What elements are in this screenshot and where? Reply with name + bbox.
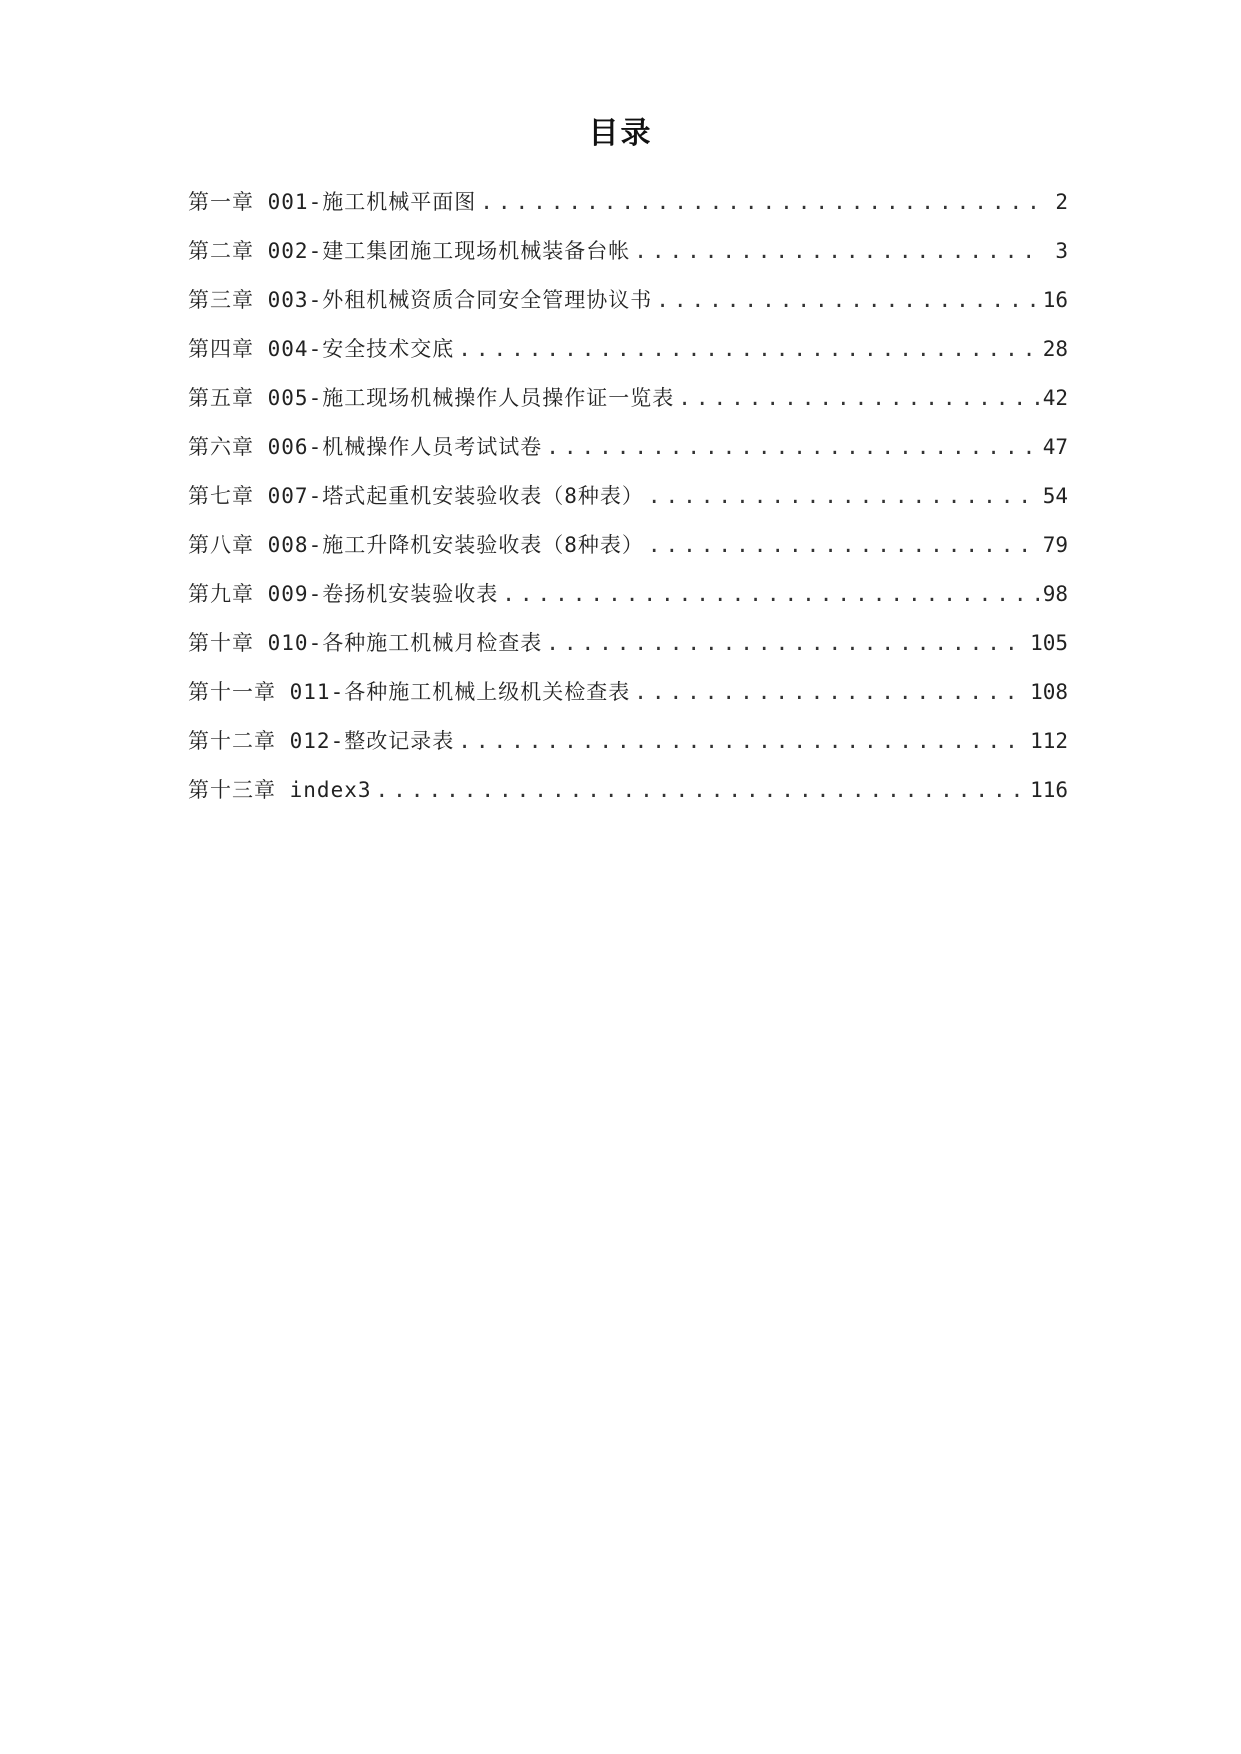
toc-entry-page: 28 — [1042, 337, 1068, 361]
toc-entry-label: 第三章 003-外租机械资质合同安全管理协议书 — [188, 288, 653, 312]
toc-entry-page: 54 — [1042, 484, 1068, 508]
toc-entry-label: 第一章 001-施工机械平面图 — [188, 190, 477, 214]
toc-dot-leader — [376, 775, 1027, 805]
toc-title: 目录 — [588, 116, 653, 151]
toc-entry-page: 42 — [1042, 386, 1068, 410]
toc-dot-leader — [678, 383, 1038, 413]
toc-dot-leader — [458, 334, 1038, 364]
toc-dot-leader — [502, 579, 1038, 609]
toc-dot-leader — [648, 530, 1039, 560]
toc-entry[interactable] — [188, 707, 1068, 756]
toc-entry[interactable] — [188, 609, 1068, 658]
toc-dot-leader — [648, 481, 1039, 511]
toc-entry-label: 第八章 008-施工升降机安装验收表（8种表） — [188, 533, 644, 557]
toc-entry[interactable] — [188, 511, 1068, 560]
toc-dot-leader — [546, 628, 1026, 658]
toc-dot-leader — [458, 726, 1026, 756]
toc-dot-leader — [634, 677, 1026, 707]
toc-entry-page: 16 — [1042, 288, 1068, 312]
toc-entry-label: 第十章 010-各种施工机械月检查表 — [188, 631, 543, 655]
toc-dot-leader — [480, 187, 1042, 217]
toc-entry[interactable] — [188, 168, 1068, 217]
toc-entry-label: 第七章 007-塔式起重机安装验收表（8种表） — [188, 484, 644, 508]
toc-entry-label: 第十一章 011-各种施工机械上级机关检查表 — [188, 680, 631, 704]
toc-entry-label: 第五章 005-施工现场机械操作人员操作证一览表 — [188, 386, 675, 410]
toc-entry[interactable] — [188, 364, 1068, 413]
toc-entry-label: 第二章 002-建工集团施工现场机械装备台帐 — [188, 239, 631, 263]
toc-entry-page: 98 — [1042, 582, 1068, 606]
toc-entry-page: 112 — [1030, 729, 1068, 753]
toc-entry-page: 116 — [1030, 778, 1068, 802]
toc-entry[interactable] — [188, 658, 1068, 707]
toc-entry-page: 79 — [1042, 533, 1068, 557]
toc-entry-label: 第十三章 index3 — [188, 778, 372, 802]
toc-entry[interactable] — [188, 462, 1068, 511]
toc-entry-label: 第九章 009-卷扬机安装验收表 — [188, 582, 499, 606]
toc-entry[interactable] — [188, 266, 1068, 315]
toc-entry[interactable] — [188, 315, 1068, 364]
toc-list — [188, 168, 1068, 805]
toc-entry-page: 3 — [1055, 239, 1068, 263]
toc-entry-page: 108 — [1030, 680, 1068, 704]
toc-entry[interactable] — [188, 413, 1068, 462]
toc-entry-page: 105 — [1030, 631, 1068, 655]
toc-dot-leader — [634, 236, 1042, 266]
toc-entry[interactable] — [188, 560, 1068, 609]
toc-entry[interactable] — [188, 756, 1068, 805]
toc-dot-leader — [546, 432, 1038, 462]
toc-entry[interactable] — [188, 217, 1068, 266]
toc-entry-label: 第六章 006-机械操作人员考试试卷 — [188, 435, 543, 459]
toc-entry-page: 47 — [1042, 435, 1068, 459]
toc-entry-label: 第十二章 012-整改记录表 — [188, 729, 455, 753]
toc-dot-leader — [656, 285, 1038, 315]
toc-entry-label: 第四章 004-安全技术交底 — [188, 337, 455, 361]
toc-entry-page: 2 — [1055, 190, 1068, 214]
